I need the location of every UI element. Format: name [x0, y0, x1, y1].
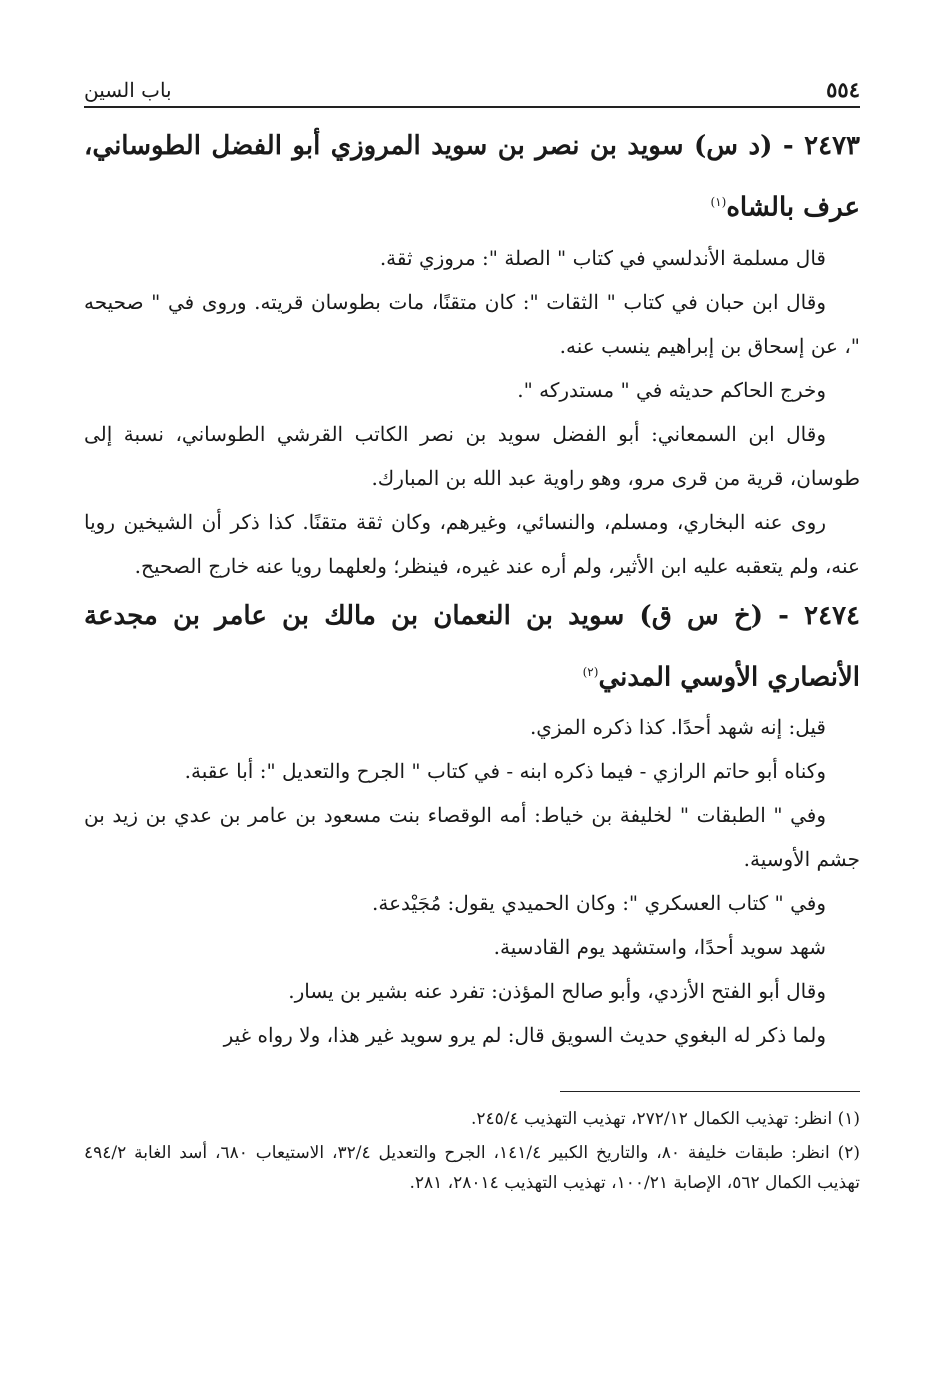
- footnote-divider: [560, 1091, 860, 1092]
- entry-heading: [84, 588, 860, 706]
- footnotes: [84, 1104, 860, 1198]
- paragraph: شهد سويد أحدًا، واستشهد يوم القادسية.: [493, 935, 826, 960]
- paragraph: قيل: إنه شهد أحدًا. كذا ذكره المزي.: [529, 715, 826, 740]
- footnote-1: (١) انظر: تهذيب الكمال ٢٧٢/١٢، تهذيب التهذيب ٢٤٥/٤.: [470, 1109, 860, 1130]
- entry-heading-text: ٢٤٧٣ - (د س) سويد بن نصر بن سويد المروزي أبو الفضل الطوساني، عرف بالشاه: [84, 131, 860, 223]
- paragraph: وقال أبو الفتح الأزدي، وأبو صالح المؤذن: تفرد عنه بشير بن يسار.: [288, 979, 826, 1004]
- running-header: [84, 68, 860, 108]
- paragraph: وكناه أبو حاتم الرازي - فيما ذكره ابنه - في كتاب " الجرح والتعديل ": أبا عقبة.: [184, 759, 826, 784]
- paragraph: قال مسلمة الأندلسي في كتاب " الصلة ": مروزي ثقة.: [379, 245, 826, 270]
- paragraph: وفي " الطبقات " لخليفة بن خياط: أمه الوقصاء بنت مسعود بن عامر بن عدي بن زيد بن جشم الأوسية.: [84, 803, 860, 872]
- paragraph: روى عنه البخاري، ومسلم، والنسائي، وغيرهم، وكان ثقة متقنًا. كذا ذكر أن الشيخين رويا عنه، ولم يتعقبه عليه ابن الأثير، ولم أره عند غيره، فينظر؛ ولعلهما رويا عنه خارج الصحيح.: [84, 509, 860, 578]
- footnote-2: (٢) انظر: طبقات خليفة ٨٠، والتاريخ الكبير ١٤١/٤، الجرح والتعديل ٣٢/٤، الاستيعاب ٦٨٠، أسد الغابة ٤٩٤/٢ تهذيب الكمال ٥٦٢، الإصابة ١٠٠/٢١، تهذيب التهذيب ٢٨٠١٤، ٢٨١.: [84, 1143, 860, 1194]
- chapter-title: باب السين: [84, 78, 172, 102]
- paragraph: ولما ذكر له البغوي حديث السويق قال: لم يرو سويد غير هذا، ولا رواه غير: [223, 1023, 826, 1048]
- paragraph: وقال ابن السمعاني: أبو الفضل سويد بن نصر الكاتب القرشي الطوساني، نسبة إلى طوسان، قرية من قرى مرو، وهو راوية عبد الله بن المبارك.: [84, 421, 860, 490]
- book-page: [84, 68, 860, 1338]
- footnote-reference[interactable]: (٢): [582, 664, 599, 679]
- paragraph: وخرج الحاكم حديثه في " مستدركه ".: [517, 377, 826, 402]
- entry-heading: [84, 118, 860, 236]
- paragraph: وقال ابن حبان في كتاب " الثقات ": كان متقنًا، مات بطوسان قريته. وروى في " صحيحه "، عن إسحاق بن إبراهيم ينسب عنه.: [84, 289, 860, 358]
- footnote-reference[interactable]: (١): [710, 195, 727, 209]
- biography-entry-2473: [84, 118, 860, 588]
- biography-entry-2474: [84, 588, 860, 1058]
- entry-heading-text: ٢٤٧٤ - (خ س ق) سويد بن النعمان بن مالك بن عامر بن مجدعة الأنصاري الأوسي المدني: [84, 600, 860, 693]
- main-text: [84, 118, 860, 1057]
- paragraph: وفي " كتاب العسكري ": وكان الحميدي يقول: مُجَيْدعة.: [372, 891, 826, 916]
- page-number: ٥٥٤: [826, 77, 860, 102]
